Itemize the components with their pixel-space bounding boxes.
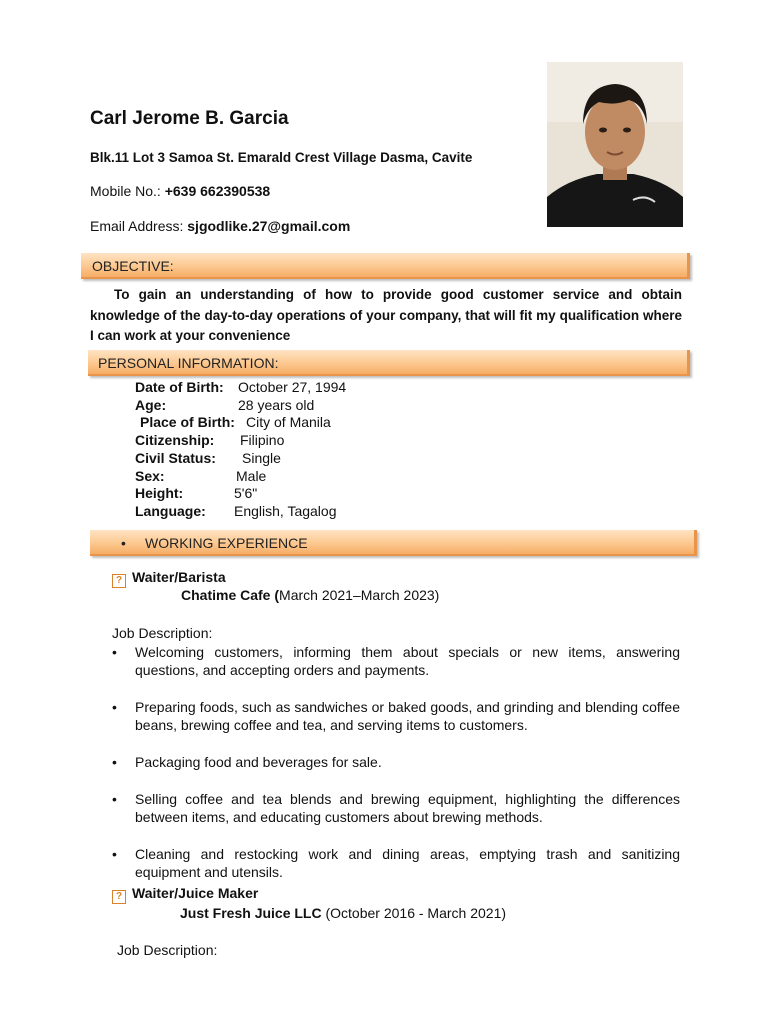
pi-row-language bbox=[135, 502, 337, 520]
bullet-glyph: • bbox=[112, 846, 117, 862]
pi-value: 28 years old bbox=[238, 397, 315, 413]
portrait-image bbox=[547, 62, 683, 227]
objective-text: To gain an understanding of how to provide good customer service and obtain knowledge of the day-to-day operations of your company, that will fit my qualification where I can work at your convenience bbox=[90, 287, 682, 343]
pi-value: Filipino bbox=[240, 432, 285, 448]
duty-text: Packaging food and beverages for sale. bbox=[135, 754, 382, 770]
job-title-text: Waiter/Barista bbox=[132, 569, 226, 585]
pi-label: Civil Status: bbox=[135, 450, 216, 466]
pi-value: City of Manila bbox=[246, 414, 331, 430]
pi-label: Height: bbox=[135, 485, 184, 501]
bullet-glyph: • bbox=[112, 699, 117, 715]
pi-row-civil-status bbox=[135, 449, 281, 467]
pi-row-dob bbox=[135, 378, 347, 396]
job-company-1 bbox=[181, 587, 439, 603]
company-name: Just Fresh Juice LLC bbox=[180, 905, 322, 921]
duty-text: Welcoming customers, informing them about specials or new items, answering questions, and accepting orders and payments. bbox=[135, 644, 680, 678]
pi-row-place-of-birth bbox=[140, 413, 331, 431]
pi-label: Place of Birth: bbox=[140, 414, 235, 430]
duty-text: Cleaning and restocking work and dining areas, emptying trash and sanitizing equipment and utensils. bbox=[135, 846, 680, 880]
company-name: Chatime Cafe ( bbox=[181, 587, 280, 603]
personal-info-heading: PERSONAL INFORMATION: bbox=[98, 355, 279, 371]
working-experience-section-header bbox=[90, 530, 697, 556]
heading-bullet: • bbox=[121, 535, 126, 551]
job-title-2 bbox=[112, 885, 258, 904]
pi-label: Language: bbox=[135, 503, 206, 519]
bullet-glyph: • bbox=[112, 791, 117, 807]
email-label: Email Address: bbox=[90, 218, 188, 234]
bullet-glyph: • bbox=[112, 644, 117, 660]
pi-value: English, Tagalog bbox=[234, 503, 337, 519]
duty-item bbox=[112, 753, 680, 771]
pi-row-citizenship bbox=[135, 431, 285, 449]
pi-row-sex bbox=[135, 467, 267, 485]
pi-value: October 27, 1994 bbox=[238, 379, 347, 395]
question-mark-icon: ? bbox=[112, 574, 126, 588]
email-line bbox=[90, 218, 350, 234]
duty-item bbox=[112, 845, 680, 881]
pi-row-height bbox=[135, 484, 258, 502]
job-period: March 2021–March 2023) bbox=[279, 587, 440, 603]
applicant-photo bbox=[547, 62, 683, 227]
duty-item bbox=[112, 698, 680, 734]
question-mark-icon: ? bbox=[112, 890, 126, 904]
personal-info-section-header bbox=[88, 350, 690, 376]
job-title-1 bbox=[112, 569, 226, 588]
pi-row-age bbox=[135, 396, 315, 414]
job-title-text: Waiter/Juice Maker bbox=[132, 885, 259, 901]
pi-value: Single bbox=[242, 450, 281, 466]
bullet-glyph: • bbox=[112, 754, 117, 770]
pi-label: Age: bbox=[135, 397, 167, 413]
pi-label: Sex: bbox=[135, 468, 165, 484]
working-experience-heading: WORKING EXPERIENCE bbox=[145, 535, 308, 551]
job-description-label-2: Job Description: bbox=[117, 942, 218, 958]
objective-heading: OBJECTIVE: bbox=[92, 258, 174, 274]
mobile-line bbox=[90, 183, 270, 199]
job-company-2 bbox=[180, 905, 506, 921]
duty-text: Preparing foods, such as sandwiches or baked goods, and grinding and blending coffee beans, brewing coffee and tea, and serving items to customers. bbox=[135, 699, 680, 733]
pi-label: Citizenship: bbox=[135, 432, 215, 448]
mobile-label: Mobile No.: bbox=[90, 183, 165, 199]
mobile-value: +639 662390538 bbox=[164, 183, 271, 199]
duty-item bbox=[112, 790, 680, 826]
email-value: sjgodlike.27@gmail.com bbox=[187, 218, 351, 234]
pi-label: Date of Birth: bbox=[135, 379, 224, 395]
pi-value: Male bbox=[236, 468, 267, 484]
job-description-label-1: Job Description: bbox=[112, 625, 213, 641]
pi-value: 5'6" bbox=[234, 485, 258, 501]
applicant-name: Carl Jerome B. Garcia bbox=[90, 108, 289, 129]
applicant-address: Blk.11 Lot 3 Samoa St. Emarald Crest Village Dasma, Cavite bbox=[90, 150, 473, 165]
duty-text: Selling coffee and tea blends and brewing equipment, highlighting the differences between items, and educating customers about brewing methods. bbox=[135, 791, 680, 825]
job-period: (October 2016 - March 2021) bbox=[321, 905, 507, 921]
duty-item bbox=[112, 643, 680, 679]
objective-section-header bbox=[81, 253, 690, 279]
